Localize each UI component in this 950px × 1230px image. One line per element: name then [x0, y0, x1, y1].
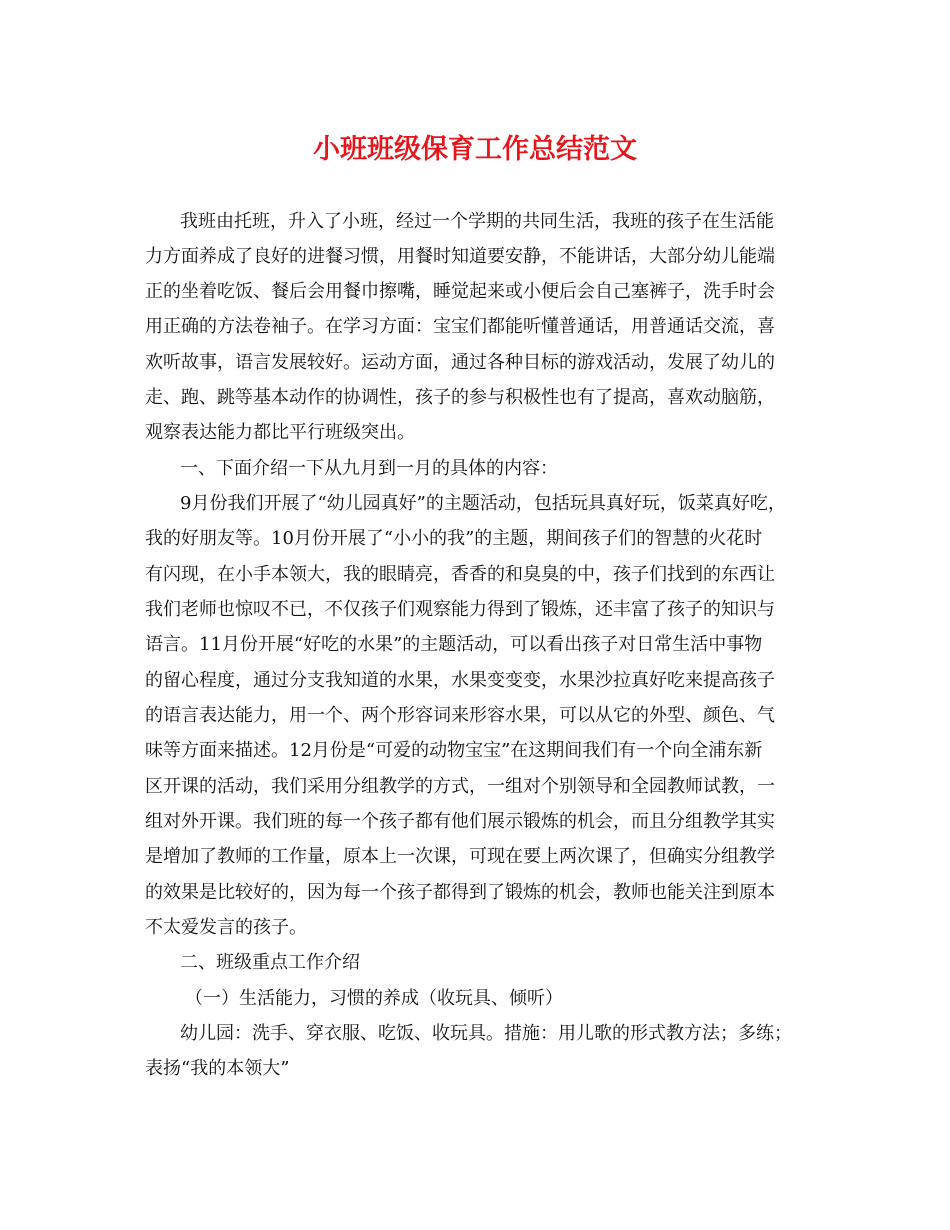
text-line: 我的好朋友等。10月份开展了“小小的我”的主题，期间孩子们的智慧的火花时	[145, 528, 763, 549]
text-line: 正的坐着吃饭、餐后会用餐巾擦嘴，睡觉起来或小便后会自己塞裤子，洗手时会	[145, 281, 775, 302]
text-line: 用正确的方法卷袖子。在学习方面：宝宝们都能听懂普通话，用普通话交流，喜	[145, 316, 775, 337]
text-line: 味等方面来描述。12月份是“可爱的动物宝宝”在这期间我们有一个向全浦东新	[145, 740, 763, 761]
text-line: 幼儿园：洗手、穿衣服、吃饭、收玩具。措施：用儿歌的形式教方法；多练；	[180, 1023, 792, 1044]
text-line: 是增加了教师的工作量，原本上一次课，可现在要上两次课了，但确实分组教学	[145, 846, 775, 867]
text-line: 力方面养成了良好的进餐习惯，用餐时知道要安静，不能讲话，大部分幼儿能端	[145, 246, 775, 267]
subsection-heading: （一）生活能力，习惯的养成（收玩具、倾听）	[185, 988, 563, 1009]
text-line: 我班由托班，升入了小班，经过一个学期的共同生活，我班的孩子在生活能	[180, 211, 774, 232]
text-line: 不太爱发言的孩子。	[145, 917, 307, 938]
text-line: 观察表达能力都比平行班级突出。	[145, 422, 415, 443]
section-heading: 二、班级重点工作介绍	[180, 952, 360, 973]
text-line: 的留心程度，通过分支我知道的水果，水果变变变，水果沙拉真好吃来提高孩子	[145, 670, 775, 691]
text-line: 的效果是比较好的，因为每一个孩子都得到了锻炼的机会，教师也能关注到原本	[145, 882, 775, 903]
section-heading: 一、下面介绍一下从九月到一月的具体的内容：	[180, 458, 558, 479]
text-line: 我们老师也惊叹不已，不仅孩子们观察能力得到了锻炼，还丰富了孩子的知识与	[145, 599, 775, 620]
text-line: 表扬“我的本领大”	[145, 1058, 290, 1079]
text-line: 有闪现，在小手本领大，我的眼睛亮，香香的和臭臭的中，孩子们找到的东西让	[145, 564, 775, 585]
page-title: 小班班级保育工作总结范文	[313, 134, 637, 165]
text-line: 区开课的活动，我们采用分组教学的方式，一组对个别领导和全园教师试教，一	[145, 776, 775, 797]
text-line: 9月份我们开展了“幼儿园真好”的主题活动，包括玩具真好玩，饭菜真好吃，	[180, 493, 786, 514]
text-line: 的语言表达能力，用一个、两个形容词来形容水果，可以从它的外型、颜色、气	[145, 705, 775, 726]
text-line: 欢听故事，语言发展较好。运动方面，通过各种目标的游戏活动，发展了幼儿的	[145, 352, 775, 373]
text-line: 组对外开课。我们班的每一个孩子都有他们展示锻炼的机会，而且分组教学其实	[145, 811, 775, 832]
text-line: 语言。11月份开展“好吃的水果”的主题活动，可以看出孩子对日常生活中事物	[145, 634, 763, 655]
text-line: 走、跑、跳等基本动作的协调性，孩子的参与积极性也有了提高，喜欢动脑筋，	[145, 387, 775, 408]
